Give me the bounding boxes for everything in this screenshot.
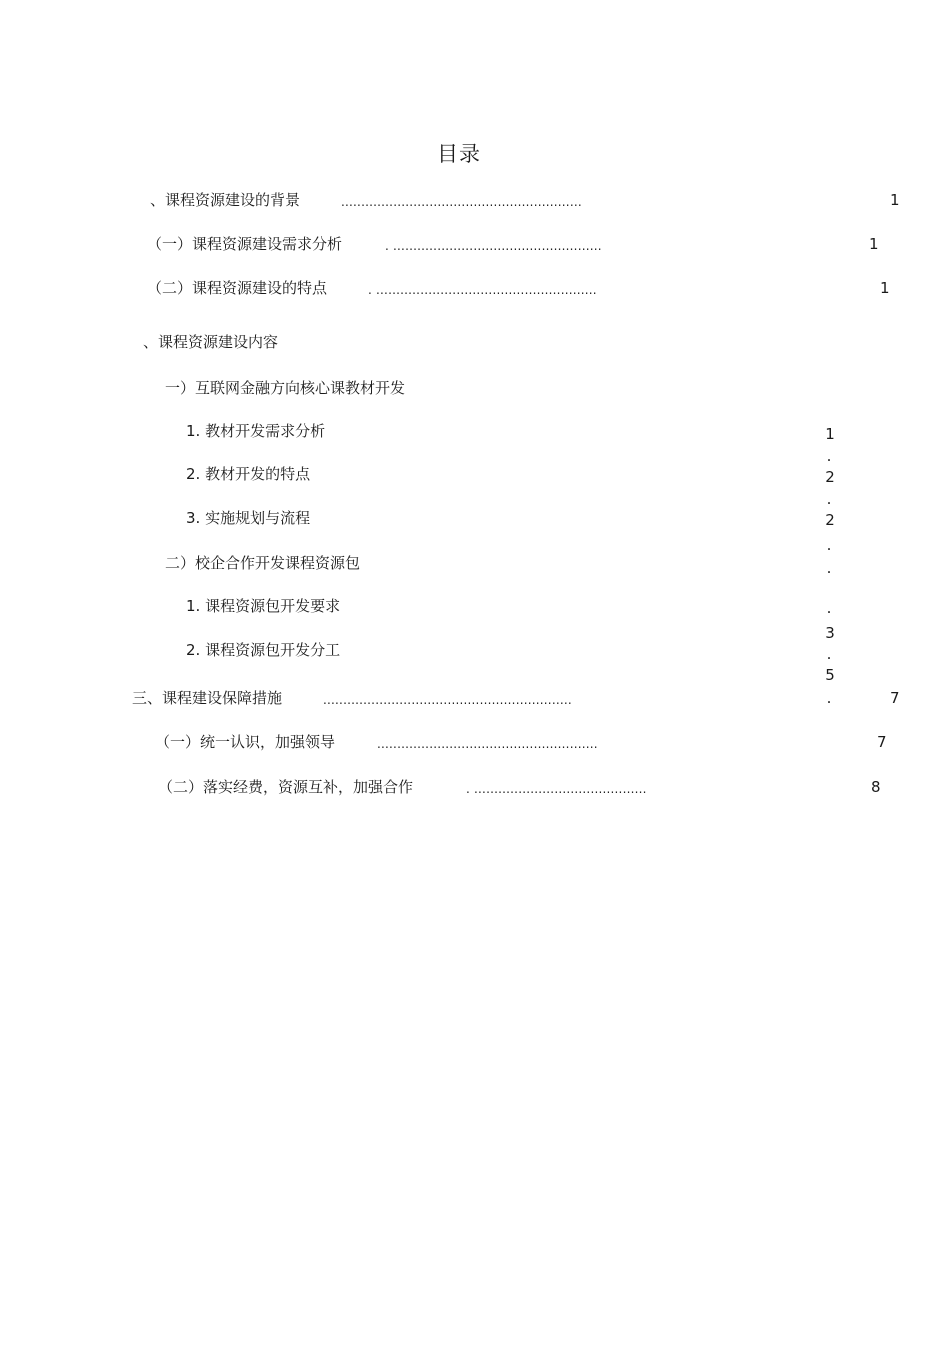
toc-entry-page: 7 — [877, 733, 887, 751]
toc-entry-page: 1 — [880, 279, 890, 297]
vertical-page-char: . — [826, 536, 832, 554]
toc-entry-leader: . ........................................... — [466, 782, 647, 796]
toc-entry-page: 7 — [890, 689, 900, 707]
toc-entry-label[interactable]: 1. 教材开发需求分析 — [186, 422, 326, 440]
toc-entry-leader: ....................................................... — [377, 737, 598, 751]
vertical-page-char: 5 — [825, 666, 835, 684]
toc-entry-label[interactable]: 3. 实施规划与流程 — [186, 509, 311, 527]
toc-title: 目录 — [437, 142, 481, 166]
toc-entry-label[interactable]: （一）课程资源建设需求分析 — [147, 235, 343, 253]
toc-entry-label[interactable]: 、课程资源建设内容 — [143, 333, 279, 351]
toc-entry-label[interactable]: 二）校企合作开发课程资源包 — [165, 554, 361, 572]
vertical-page-char: 1 — [825, 425, 835, 443]
vertical-page-char: . — [826, 490, 832, 508]
toc-entry-page: 8 — [871, 778, 881, 796]
toc-entry-label[interactable]: 、课程资源建设的背景 — [150, 191, 301, 209]
toc-entry-leader: .............................................................. — [323, 693, 572, 707]
toc-entry-label[interactable]: （二）课程资源建设的特点 — [147, 279, 328, 297]
toc-entry-label[interactable]: 三、课程建设保障措施 — [132, 689, 283, 707]
toc-entry-leader: ............................................................ — [341, 195, 582, 209]
toc-entry-label[interactable]: 一）互联网金融方向核心课教材开发 — [165, 379, 406, 397]
toc-entry-label[interactable]: 2. 课程资源包开发分工 — [186, 641, 341, 659]
toc-entry-page: 1 — [869, 235, 879, 253]
toc-entry-label[interactable]: 2. 教材开发的特点 — [186, 465, 311, 483]
vertical-page-char: . — [826, 599, 832, 617]
toc-entry-page: 1 — [890, 191, 900, 209]
toc-entry-label[interactable]: 1. 课程资源包开发要求 — [186, 597, 341, 615]
vertical-page-char: . — [826, 559, 832, 577]
vertical-page-char: . — [826, 645, 832, 663]
vertical-page-char: . — [826, 447, 832, 465]
vertical-page-char: 2 — [825, 511, 835, 529]
toc-entry-label[interactable]: （二）落实经费，资源互补，加强合作 — [158, 778, 414, 796]
toc-entry-leader: . .................................................... — [385, 239, 602, 253]
vertical-page-char: 2 — [825, 468, 835, 486]
vertical-page-char: . — [826, 689, 832, 707]
toc-entry-leader: . ....................................................... — [368, 283, 597, 297]
toc-entry-label[interactable]: （一）统一认识，加强领导 — [155, 733, 336, 751]
vertical-page-char: 3 — [825, 624, 835, 642]
